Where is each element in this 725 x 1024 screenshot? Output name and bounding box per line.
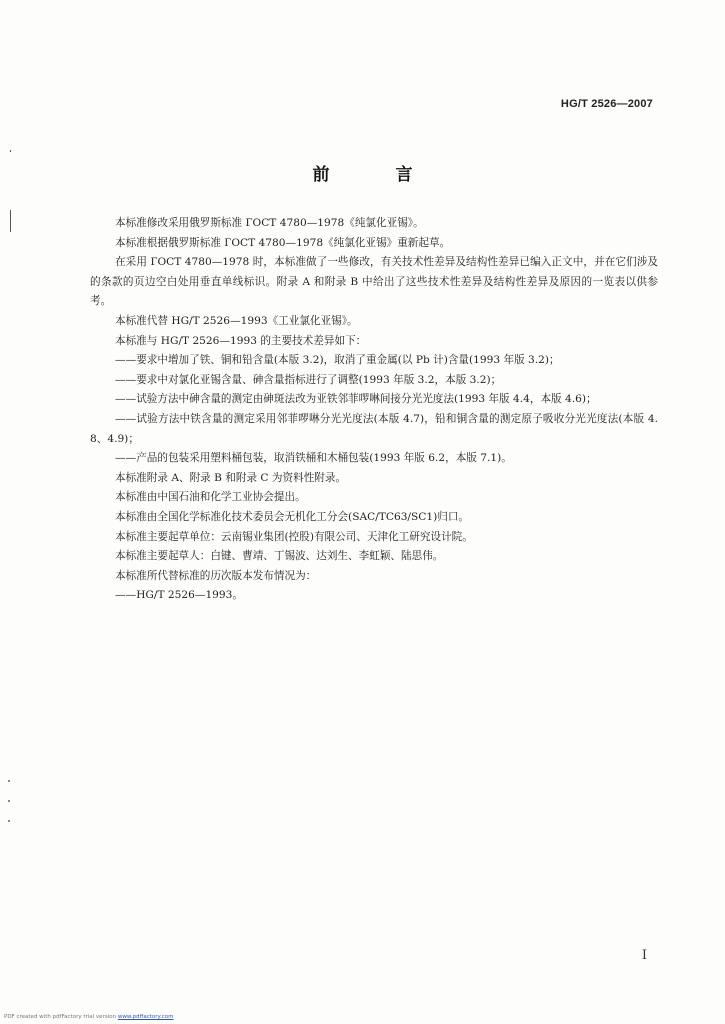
list-item: ——要求中对氯化亚锡含量、砷含量指标进行了调整(1993 年版 3.2，本版 3.2)； [115, 373, 502, 386]
scan-artifact [8, 780, 10, 782]
scan-artifact [8, 820, 10, 822]
paragraph: 本标准代替 HG/T 2526—1993《工业氯化亚锡》。 [115, 314, 358, 327]
paragraph: 本标准由全国化学标准化技术委员会无机化工分会(SAC/TC63/SC1)归口。 [115, 510, 470, 523]
paragraph: 本标准附录 A、附录 B 和附录 C 为资料性附录。 [115, 471, 347, 484]
pdf-watermark [4, 1014, 173, 1020]
paragraph: 本标准由中国石油和化学工业协会提出。 [115, 491, 306, 504]
list-item: ——产品的包装采用塑料桶包装，取消铁桶和木桶包装(1993 年版 6.2，本版 7.1)。 [115, 452, 512, 465]
scan-artifact [10, 150, 11, 152]
list-item: ——试验方法中砷含量的测定由砷斑法改为亚铁邻菲啰啉间接分光光度法(1993 年版 4.4，本版 4.6)； [115, 393, 597, 406]
margin-revision-bar [10, 210, 11, 232]
paragraph: 在采用 ГОСТ 4780—1978 时，本标准做了一些修改，有关技术性差异及结构性差异已编入正文中，并在它们涉及的条款的页边空白处用垂直单线标识。附录 A 和附录 B 中给出了这些技术性差异及结构性差异及原因的一览表以供参考。 [90, 256, 658, 308]
paragraph: 本标准所代替标准的历次版本发布情况为： [115, 569, 317, 582]
paragraph: 本标准修改采用俄罗斯标准 ГОСТ 4780—1978《纯氯化亚锡》。 [115, 217, 424, 229]
watermark-link[interactable]: www.pdffactory.com [117, 1014, 174, 1020]
paragraph: 本标准主要起草人：白键、曹靖、丁锡波、达刘生、李虹颖、陆思伟。 [115, 550, 444, 563]
page-number: I [641, 948, 647, 963]
list-item: ——HG/T 2526—1993。 [115, 589, 243, 602]
list-item: ——试验方法中铁含量的测定采用邻菲啰啉分光光度法(本版 4.7)，铅和铜含量的测定原子吸收分光光度法(本版 4.8、4.9)； [90, 412, 658, 445]
standard-code: HG/T 2526—2007 [560, 98, 653, 110]
watermark-text: PDF created with pdfFactory trial version [4, 1014, 117, 1020]
page-title: 前 言 [312, 165, 443, 185]
paragraph: 本标准主要起草单位：云南锡业集团(控股)有限公司、天津化工研究设计院。 [115, 530, 473, 543]
scan-artifact [8, 800, 10, 802]
foreword-body [90, 214, 658, 606]
paragraph: 本标准根据俄罗斯标准 ГОСТ 4780—1978《纯氯化亚锡》重新起草。 [115, 236, 451, 249]
list-item: ——要求中增加了铁、铜和铅含量(本版 3.2)，取消了重金属(以 Pb 计)含量(1993 年版 3.2)； [115, 354, 560, 367]
paragraph: 本标准与 HG/T 2526—1993 的主要技术差异如下： [115, 334, 367, 347]
